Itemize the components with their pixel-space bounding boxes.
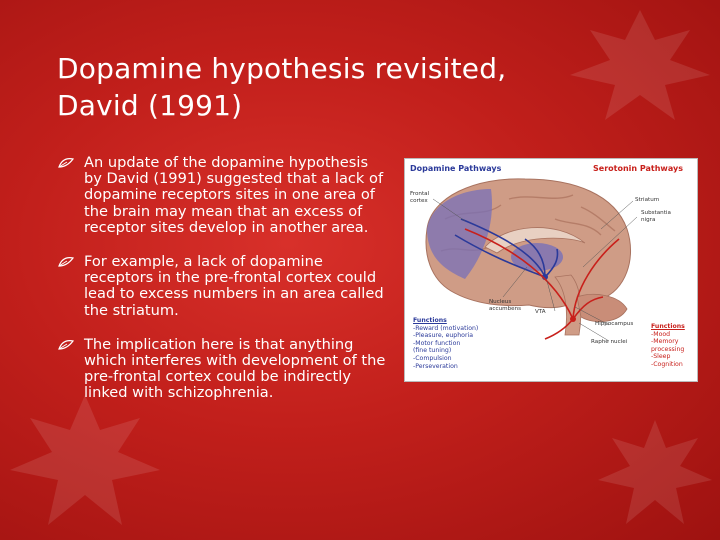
- serotonin-functions-heading: Functions: [651, 323, 685, 330]
- bullet-list: [58, 155, 388, 420]
- function-item: (fine tuning): [413, 347, 452, 355]
- nigra-label-line: nigra: [641, 216, 656, 223]
- bullet-leaf-icon: [58, 256, 74, 268]
- bullet-item: [58, 254, 388, 319]
- bullet-text: For example, a lack of dopamine receptors in the pre-frontal cortex could lead to excess numbers in an area called the striatum.: [84, 253, 384, 319]
- function-item: -Reward (motivation): [413, 324, 479, 332]
- hippocampus-label: Hippocampus: [595, 321, 634, 327]
- title-line-2: David (1991): [57, 89, 243, 122]
- dopamine-pathways-heading: Dopamine Pathways: [410, 164, 502, 173]
- function-item: processing: [651, 345, 685, 353]
- serotonin-pathways-heading: Serotonin Pathways: [593, 164, 683, 173]
- brain-pathways-figure: [404, 158, 698, 382]
- function-item: -Motor function: [413, 339, 461, 347]
- frontal-label-line: Frontal: [410, 191, 430, 197]
- bullet-item: [58, 337, 388, 402]
- nucleus-accumbens-label: [489, 299, 521, 312]
- title-line-1: Dopamine hypothesis revisited,: [57, 52, 507, 85]
- function-item: -Cognition: [651, 360, 683, 368]
- function-item: -Mood: [651, 330, 671, 338]
- raphe-nuclei-label: Raphe nuclei: [591, 339, 628, 345]
- function-item: -Pleasure, euphoria: [413, 332, 473, 340]
- bullet-item: [58, 155, 388, 236]
- cortex-label-line: cortex: [410, 197, 428, 204]
- bullet-leaf-icon: [58, 157, 74, 169]
- dopamine-functions-heading: Functions: [413, 317, 447, 324]
- vta-label: VTA: [535, 309, 546, 315]
- function-item: -Perseveration: [413, 362, 458, 370]
- striatum-label: Striatum: [635, 197, 660, 203]
- function-item: -Memory: [651, 338, 679, 346]
- function-item: -Sleep: [651, 353, 671, 361]
- dopamine-functions-list: [413, 317, 478, 370]
- function-item: -Compulsion: [413, 354, 452, 362]
- bullet-text: An update of the dopamine hypothesis by David (1991) suggested that a lack of dopamine receptors sites in one area of the brain may mean that an excess of receptor sites develop in another area.: [84, 154, 384, 236]
- nucleus-label-line: Nucleus: [489, 299, 512, 305]
- serotonin-functions-list: [651, 323, 685, 369]
- accumbens-label-line: accumbens: [489, 305, 522, 312]
- substantia-nigra-label: [641, 210, 671, 223]
- frontal-cortex-label: [410, 191, 429, 204]
- substantia-label-line: Substantia: [641, 210, 671, 216]
- bullet-text: The implication here is that anything which interferes with development of the pre-frontal cortex could be indirectly linked with schizophrenia.: [84, 335, 386, 402]
- leaf-decoration: [590, 410, 720, 540]
- slide-title: [57, 50, 617, 124]
- bullet-leaf-icon: [58, 339, 74, 351]
